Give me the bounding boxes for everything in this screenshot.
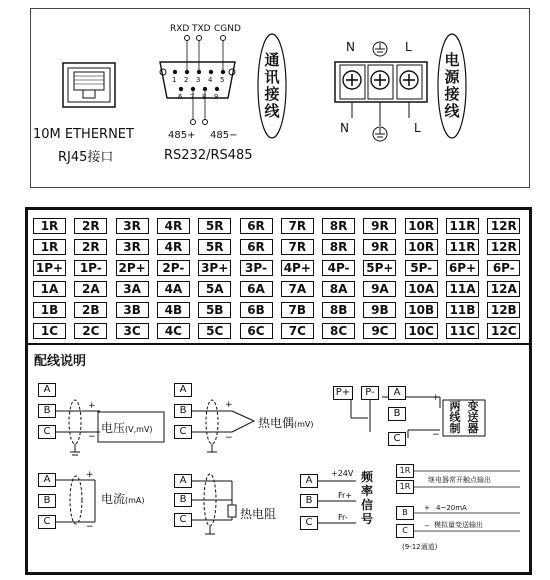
- terminal-cell: 12B: [487, 302, 520, 318]
- freq-pin-fr-plus: Fr+: [338, 491, 353, 500]
- terminal-cell: 8B: [322, 302, 355, 318]
- freq-pin-fr-minus: Fr-: [338, 513, 348, 522]
- terminal-cell: 3R: [116, 218, 149, 234]
- analog-range: 4~20mA: [436, 504, 467, 512]
- terminal-cell: 6R: [240, 218, 273, 234]
- transmitter-term-p-minus: P-: [361, 386, 379, 400]
- terminal-cell: 2R: [74, 218, 107, 234]
- tc-minus: −: [225, 433, 233, 443]
- tc-term-b: B: [174, 404, 192, 418]
- tc-term-c: C: [174, 425, 192, 439]
- terminal-cell: 3C: [116, 323, 149, 339]
- power-wiring-label: 电 源 接 线: [444, 51, 460, 120]
- voltage-term-b: B: [38, 404, 56, 418]
- terminal-cell: 5A: [198, 281, 231, 297]
- transmitter-term-a: A: [388, 386, 406, 400]
- voltage-label: 电压(V,mV): [101, 421, 153, 435]
- pin-7: 7: [190, 93, 195, 101]
- comm-wiring-label: 通 讯 接 线: [264, 51, 280, 120]
- terminal-cell: 8A: [322, 281, 355, 297]
- transmitter-term-p-plus: P+: [333, 386, 353, 400]
- terminal-cell: 6R: [240, 239, 273, 255]
- transmitter-plus: +: [432, 393, 440, 403]
- terminal-cell: 12C: [487, 323, 520, 339]
- terminal-cell: 5C: [198, 323, 231, 339]
- terminal-cell: 4P+: [281, 260, 314, 276]
- terminal-cell: 3B: [116, 302, 149, 318]
- analog-minus: −: [424, 522, 430, 530]
- terminal-cell: 4A: [157, 281, 190, 297]
- terminal-cell: 9B: [363, 302, 396, 318]
- terminal-cell: 2P-: [157, 260, 190, 276]
- terminal-cell: 1A: [33, 281, 66, 297]
- terminal-cell: 5R: [198, 239, 231, 255]
- transmitter-label-1: 两 线 制: [449, 400, 461, 435]
- terminal-cell: 8C: [322, 323, 355, 339]
- freq-term-b: B: [300, 494, 318, 508]
- terminal-cell: 9C: [363, 323, 396, 339]
- channels-note: (9-12通道): [402, 543, 438, 551]
- current-wiring: [56, 476, 95, 524]
- terminal-cell: 3P+: [198, 260, 231, 276]
- analog-term-c: C: [396, 524, 414, 538]
- transmitter-wiring: [351, 397, 485, 438]
- pin-9: 9: [214, 93, 219, 101]
- power-bottom-n-label: N: [340, 121, 349, 135]
- terminal-cell: 6P+: [446, 260, 479, 276]
- ethernet-label: 10M ETHERNET: [33, 127, 134, 142]
- terminal-cell: 11A: [446, 281, 479, 297]
- terminal-cell: 11C: [446, 323, 479, 339]
- rtd-term-a: A: [174, 474, 192, 488]
- terminal-cell: 2P+: [116, 260, 149, 276]
- terminal-cell: 1C: [33, 323, 66, 339]
- relay-note: 继电器常开触点输出: [428, 476, 491, 484]
- terminal-cell: 10R: [405, 239, 438, 255]
- relay-term-1r-b: 1R: [396, 480, 414, 494]
- voltage-minus: −: [88, 432, 96, 442]
- transmitter-label-2: 变 送 器: [467, 400, 479, 435]
- terminal-cell: 5B: [198, 302, 231, 318]
- terminal-cell: 7R: [281, 239, 314, 255]
- terminal-cell: 6B: [240, 302, 273, 318]
- terminal-cell: 4P-: [322, 260, 355, 276]
- terminal-cell: 7C: [281, 323, 314, 339]
- terminal-cell: 10A: [405, 281, 438, 297]
- freq-term-c: C: [300, 516, 318, 530]
- rtd-term-c: C: [174, 513, 192, 527]
- rtd-label: 热电阻: [240, 507, 277, 521]
- analog-term-b: B: [396, 506, 414, 520]
- terminal-cell: 9A: [363, 281, 396, 297]
- terminal-cell: 8R: [322, 239, 355, 255]
- terminal-cell: 9R: [363, 218, 396, 234]
- terminal-cell: 4C: [157, 323, 190, 339]
- current-minus: −: [86, 522, 94, 532]
- voltage-plus: +: [88, 401, 96, 411]
- transmitter-term-b: B: [388, 407, 406, 421]
- pin-2: 2: [184, 76, 189, 84]
- tc-plus: +: [225, 400, 233, 410]
- relay-term-1r-a: 1R: [396, 464, 414, 478]
- pin-3: 3: [196, 76, 201, 84]
- terminal-cell: 10B: [405, 302, 438, 318]
- terminal-cell: 3P-: [240, 260, 273, 276]
- terminal-cell: 5R: [198, 218, 231, 234]
- current-plus: +: [86, 470, 94, 480]
- terminal-cell: 1B: [33, 302, 66, 318]
- pin-8: 8: [202, 93, 207, 101]
- terminal-cell: 2B: [74, 302, 107, 318]
- analog-plus: +: [424, 504, 430, 512]
- analog-note: 模拟量变送输出: [434, 521, 483, 529]
- voltage-term-a: A: [38, 383, 56, 397]
- transmitter-term-c: C: [388, 432, 406, 446]
- transmitter-minus: −: [432, 430, 440, 440]
- terminal-cell: 5P+: [363, 260, 396, 276]
- terminal-cell: 7B: [281, 302, 314, 318]
- power-bottom-l-label: L: [414, 121, 421, 135]
- terminal-cell: 1P+: [33, 260, 66, 276]
- terminal-cell: 8R: [322, 218, 355, 234]
- terminal-cell: 2R: [74, 239, 107, 255]
- terminal-cell: 12R: [487, 239, 520, 255]
- rxd-label: RXD: [170, 24, 190, 34]
- terminal-cell: 1P-: [74, 260, 107, 276]
- current-term-a: A: [38, 473, 56, 487]
- cgnd-label: CGND: [214, 24, 241, 34]
- rtd-term-b: B: [174, 493, 192, 507]
- terminal-cell: 11R: [446, 239, 479, 255]
- pin-6: 6: [178, 93, 183, 101]
- current-term-b: B: [38, 494, 56, 508]
- terminal-cell: 4R: [157, 218, 190, 234]
- freq-term-a: A: [300, 474, 318, 488]
- frequency-label: 频 率 信 号: [360, 470, 373, 526]
- power-top-l-label: L: [405, 40, 412, 54]
- pin-1: 1: [172, 76, 177, 84]
- thermocouple-wiring: [192, 400, 254, 452]
- terminal-cell: 9R: [363, 239, 396, 255]
- freq-pin-24v: +24V: [331, 469, 354, 478]
- rs485-plus-label: 485+: [168, 130, 196, 141]
- frequency-wiring: [318, 481, 356, 523]
- tc-term-a: A: [174, 383, 192, 397]
- terminal-cell: 2A: [74, 281, 107, 297]
- voltage-term-c: C: [38, 425, 56, 439]
- pin-4: 4: [208, 76, 213, 84]
- rj45-label: RJ45接口: [58, 150, 114, 165]
- terminal-cell: 3A: [116, 281, 149, 297]
- terminal-cell: 7R: [281, 218, 314, 234]
- terminal-cell: 2C: [74, 323, 107, 339]
- terminal-cell: 4R: [157, 239, 190, 255]
- terminal-cell: 3R: [116, 239, 149, 255]
- terminal-cell: 6P-: [487, 260, 520, 276]
- terminal-cell: 1R: [33, 239, 66, 255]
- txd-label: TXD: [192, 24, 211, 34]
- terminal-cell: 6A: [240, 281, 273, 297]
- terminal-cell: 12A: [487, 281, 520, 297]
- rtd-wiring: [192, 474, 236, 534]
- wiring-title: 配线说明: [34, 354, 87, 369]
- terminal-cell: 12R: [487, 218, 520, 234]
- rs485-minus-label: 485−: [210, 130, 238, 141]
- terminal-cell: 6C: [240, 323, 273, 339]
- pin-5: 5: [220, 76, 225, 84]
- terminal-cell: 10R: [405, 218, 438, 234]
- serial-label: RS232/RS485: [164, 148, 253, 163]
- terminal-cell: 5P-: [405, 260, 438, 276]
- current-label: 电流(mA): [101, 492, 145, 506]
- terminal-cell: 11B: [446, 302, 479, 318]
- terminal-cell: 7A: [281, 281, 314, 297]
- terminal-cell: 11R: [446, 218, 479, 234]
- terminal-cell: 4B: [157, 302, 190, 318]
- terminal-cell: 10C: [405, 323, 438, 339]
- power-top-n-label: N: [346, 40, 355, 54]
- terminal-cell: 1R: [33, 218, 66, 234]
- thermocouple-label: 热电偶(mV): [258, 416, 314, 430]
- current-term-c: C: [38, 515, 56, 529]
